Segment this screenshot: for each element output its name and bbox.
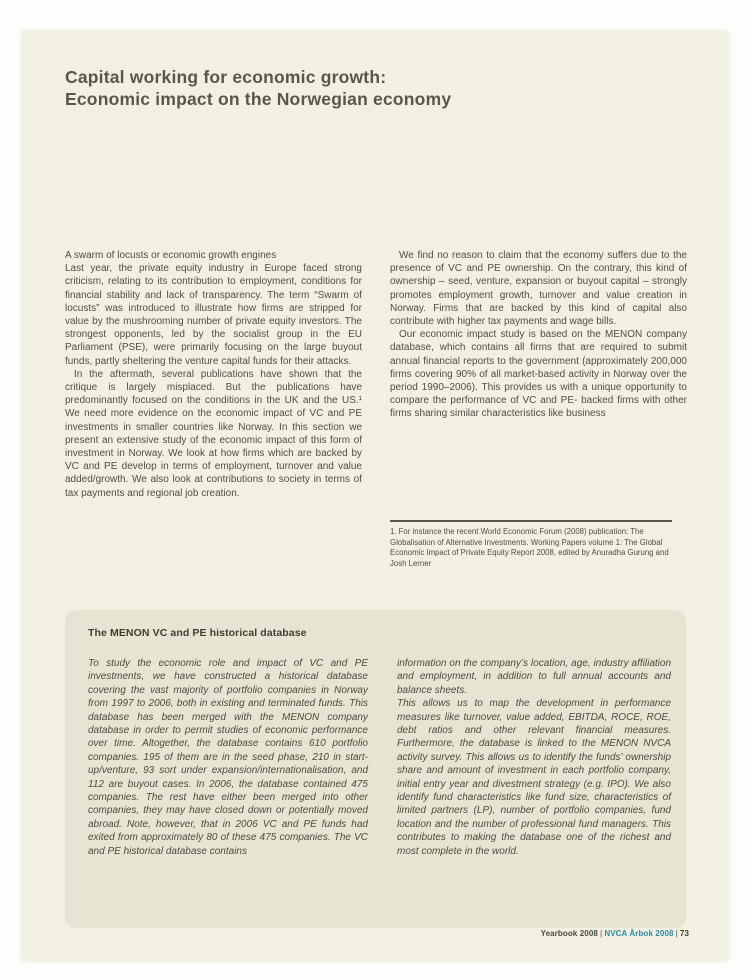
footer-yearbook-label: Yearbook 2008 (540, 929, 598, 938)
article-left-column (65, 249, 362, 500)
paragraph-aftermath: In the aftermath, several publications have shown that the critique is largely misplaced. But the publications have predominantly focused on the conditions in the UK and the US.¹ We need more evidence on the economic impact of VC and PE investments in smaller countries like Norway. In this section we present an extensive study of the economic impact of this form of investment in Norway. We look at how firms which are backed by VC and PE develop in terms of employment, turnover and value added/growth. We also look at contributions to society in terms of tax payments and regional job creation. (65, 368, 362, 499)
footer-page-number: 73 (679, 929, 689, 938)
paragraph-last-year: Last year, the private equity industry in Europe faced strong criticism, relating to its contribution to employment, conditions for financial stability and lack of transparency. The term “Swarm of locusts” was introduced to illustrate how firms are stripped for value by the mushrooming number of private equity investors. The strongest opponents, led by the socialist group in the EU Parliament (PSE), were primarily focusing on the large buyout funds, partly sheltering the venture capital funds for their attacks. (65, 263, 362, 367)
page-title-line-2: Economic impact on the Norwegian economy (65, 89, 452, 109)
paragraph-no-reason: We find no reason to claim that the economy suffers due to the presence of VC and PE ownership. On the contrary, this kind of ownership – seed, venture, expansion or buyout capital – strongly promotes employment growth, turnover and value creation in Norway. Firms that are backed by this kind of capital also contribute with higher tax payments and wage bills. (390, 250, 687, 328)
infobox-paragraph-study: To study the economic role and impact of VC and PE investments, we have constructed a historical database covering the vast majority of portfolio companies in Norway from 1997 to 2006, both in existing and terminated funds. This database has been merged with the MENON company database in order to permit studies of economic performance over time. Altogether, the database contains 610 portfolio companies. 195 of them are in the seed phase, 210 in start-up/venture, 93 sort under expansion/internationalisation, and 112 are buyout cases. In 2006, the database contained 475 companies. The rest have either been merged into other companies, they may have closed down or potentially moved abroad. Note, however, that in 2006 VC and PE funds had exited from approximately 80 of these 475 companies. The VC and PE historical database contains (88, 658, 368, 857)
article-right-column (390, 249, 687, 421)
paragraph-swarm-heading: A swarm of locusts or economic growth engines (65, 250, 277, 261)
infobox-paragraph-performance: This allows us to map the development in performance measures like turnover, value added, EBITDA, ROCE, ROE, debt ratios and other relevant financial measures. Furthermore, the database is linked to the MENON NVCA activity survey. This allows us to identify the funds’ ownership share and amount of investment in each portfolio company, initial entry year and divestment strategy (e.g. IPO). We also identify fund characteristics like fund size, characteristics of limited partners (LP), number of portfolio companies, fund location and the number of professional fund managers. This contributes to making the database one of the richest and most complete in the world. (397, 698, 671, 857)
infobox-left-column (88, 657, 368, 858)
infobox-right-column (397, 657, 671, 858)
paragraph-impact-study: Our economic impact study is based on the MENON company database, which contains all firms that are required to submit annual financial reports to the government (approximately 200,000 firms covering 90% of all market-based activity in Norway over the period 1990–2006). This provides us with a unique opportunity to compare the performance of VC and PE- backed firms with other firms sharing similar characteristics like business (390, 329, 687, 420)
footnote: 1. For instance the recent World Economic Forum (2008) publication: The Globalisation of Alternative Investments. Working Papers volume 1: The Global Economic Impact of Private Equity Report 2008, edited by Anuradha Gurung and Josh Lerner (390, 527, 669, 568)
footnote-divider (390, 520, 672, 522)
footer-separator: | (599, 929, 603, 938)
document-page (21, 30, 729, 962)
infobox-paragraph-information: information on the company’s location, age, industry affiliation and employment, in addition to full annual accounts and balance sheets. (397, 658, 671, 696)
page-footer (21, 929, 689, 938)
page-title (65, 66, 451, 110)
page-title-line-1: Capital working for economic growth: (65, 67, 387, 87)
footer-separator: | (675, 929, 678, 938)
infobox-title: The MENON VC and PE historical database (88, 627, 307, 639)
menon-database-infobox (65, 610, 686, 928)
footer-nvca-label: NVCA Årbok 2008 (604, 929, 674, 938)
